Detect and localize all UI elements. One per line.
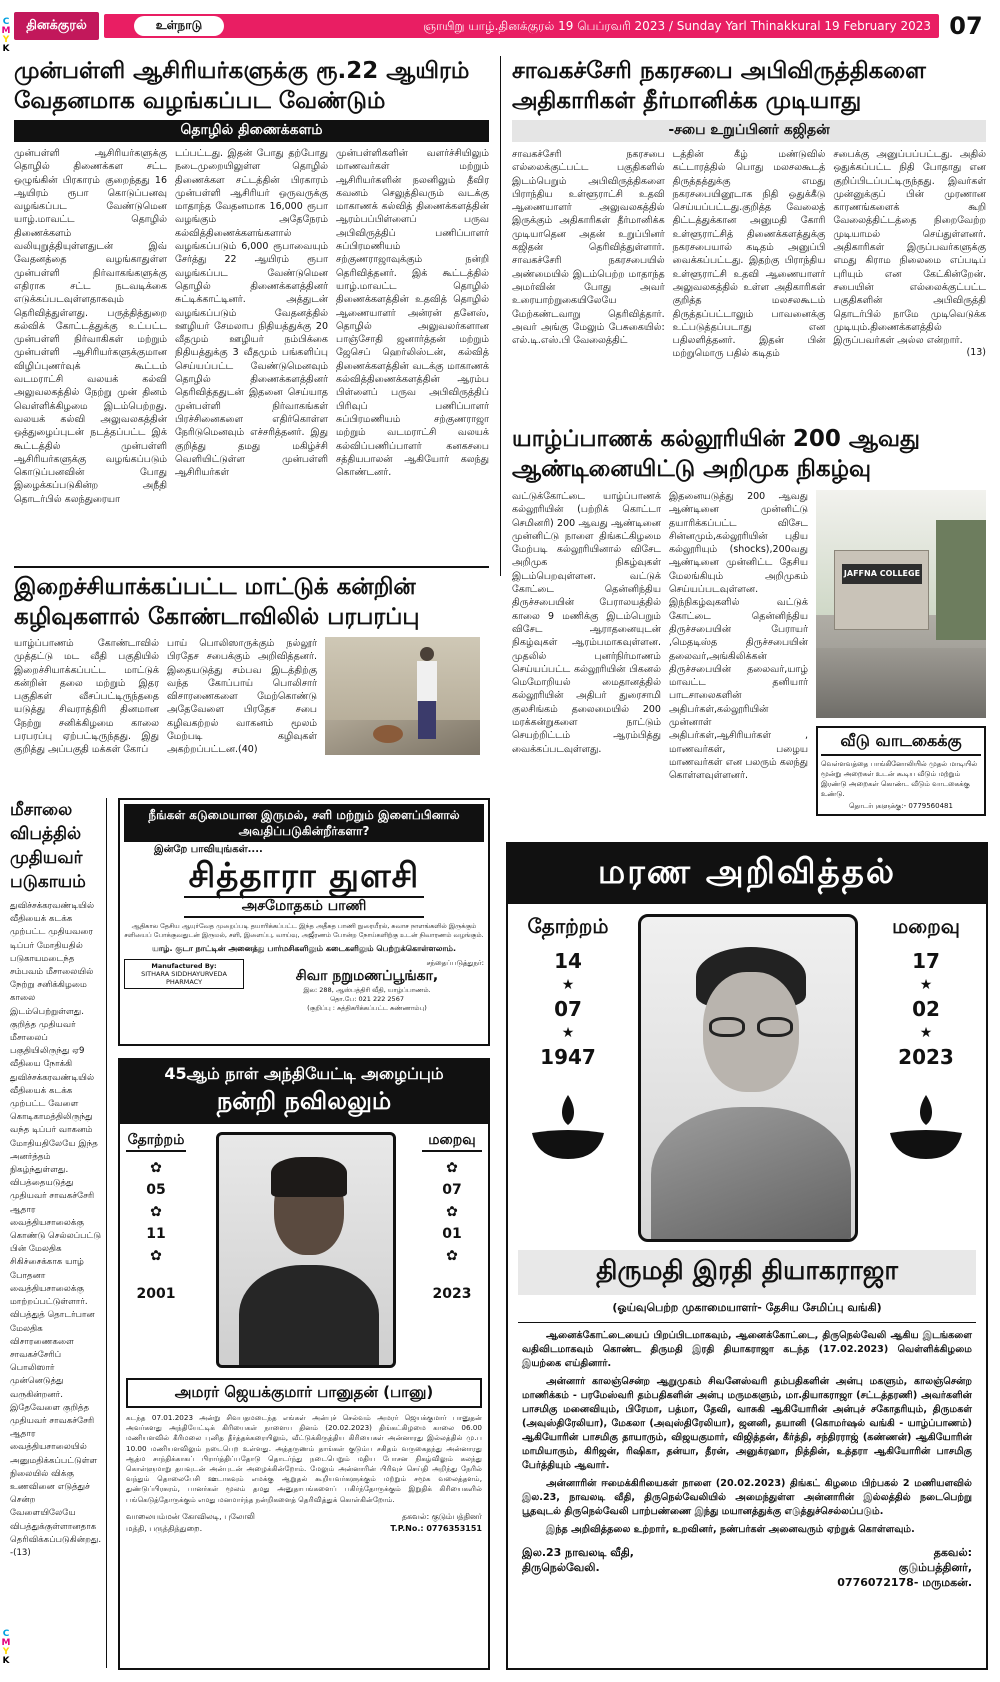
obituary-info-label: தகவல்: <box>933 1546 972 1559</box>
obituary-paragraph: அன்னார் காலஞ்சென்ற ஆறுமுகம் சிவனேஸ்வரி தம்பதிகளின் அன்பு மகளும், காலஞ்சென்ற மாணிக்கம் - பரமேஸ்வரி தம்பதிகளின் அன்பு மருமகளும், மா.தியாகராஜா (சட்டத்தரணி) அவர்களின் பாசமிகு மனைவியும், பிரேமா, பத்மா, தேவி, வாசுகி ஆகியோரின் அன்புச் சகோதரியும், திருமகள் (அவுஸ்திரேலியா), மேகலா (அவுஸ்திரேலியா), ஜனனி, தயானி (கொமர்ஷல் வங்கி - யாழ்ப்பாணம்) ஆகியோரின் பாசமிகு தாயாரும், விஜயகுமார், விஜித்தன், கீர்த்தி, சந்திரராஜ் (கண்ணன்) ஆகியோரின் மாமியாரும், கிரிஜன், ரிஷிகா, தன்யா, தீரன், அனுக்ரஹா, நித்தின், உத்தரா ஆகியோரின் பாசமிகு பேர்த்தியும் ஆவார். <box>522 1376 972 1471</box>
memorial-name: அமரர் ஜெயக்குமார் பானுதன் (பானு) <box>126 1378 482 1408</box>
article-chavakachcheri-council <box>512 56 986 416</box>
obituary-notice <box>506 842 988 1670</box>
memorial-ad <box>118 1058 490 1670</box>
article-column: டத்தின் கீழ் மண்டுவில் கட்டாரத்தில் பொது மலசலகூடத் திருத்தத்துக்கு எமது நகரசபையினூடாக நிதி ஒதுக்கீடு செய்யப்பட்டது.குறித்த வேலைத் திட்டத்துக்கான அனுமதி கோரி உள்ளூராட்சித் திணைக்களத்துக்கு நகரசபையால் கடிதம் அனுப்பி வைக்கப்பட்டது. இதற்கு பிராந்திய உள்ளூராட்சி உதவி ஆணையாளர் அலுவலகத்தில் உள்ள அதிகாரிகள் குறித்த மலசலகூடம் திருத்தப்பட்டாலும் பாவனைக்கு உட்படுத்தப்படாது என பதிலளித்தனர். இதன் பின் மற்றுமொரு பதில் கடிதம் <box>672 149 826 360</box>
section-divider <box>14 566 489 568</box>
rent-ad-title: வீடு வாடகைக்கு <box>821 731 981 756</box>
obituary-died-month: 02 <box>912 997 940 1021</box>
rent-ad-contact: தொடர்புகளுக்கு:- 0779560481 <box>849 802 953 810</box>
memorial-top: 45ஆம் நாள் அந்தியேட்டி அழைப்பும் <box>164 1064 444 1083</box>
medicine-tagline: அசமோதகம் பாணி <box>184 896 424 918</box>
article-source: தொழில் திணைக்களம் <box>14 120 489 142</box>
obituary-role: (ஓய்வுபெற்ற முகாமையாளர்- தேசிய சேமிப்பு வங்கி) <box>518 1301 976 1323</box>
distributor-label: சந்தைப்படுத்துநர்: <box>426 959 484 967</box>
medicine-ad-sub: இன்றே பாவியுங்கள்.... <box>154 844 263 855</box>
distributor-address: இல: 288, ஆஸ்பத்திரி வீதி, யாழ்ப்பாணம். <box>303 986 431 994</box>
article-headline: முன்பள்ளி ஆசிரியர்களுக்கு ரூ.22 ஆயிரம் வேதனமாக வழங்கப்பட வேண்டும் <box>14 58 470 114</box>
article-column: இதனையடுத்து 200 ஆவது ஆண்டினை முன்னிட்டு தயாரிக்கப்பட்ட விசேட சின்னமும்,கல்லூரியின் புதிய கல்லூரியும் (shocks),200வது ஆண்டினை முன்னிட்ட தேசிய மேலங்கியும் அறிமுகம் செய்யப்படவுள்ளன. இந்நிகழ்வுகளில் வட்டுக் கோட்டை தென்னிந்திய திருச்சபையின் பேராயர் ,மெதடிஸ்த திருச்சபையின் தலைவர்,அங்கிலிக்கன் திருச்சபையின் தலைவர்,யாழ் மாவட்ட தனியார் பாடசாலைகளின் அதிபர்கள்,கல்லூரியின் முன்னாள் அதிபர்கள்,ஆசிரியர்கள் , மாணவர்கள், பழைய மாணவர்கள் என பலரும் கலந்து கொள்ளவுள்ளனர். <box>668 491 808 782</box>
article-column: முன்பள்ளி ஆசிரியர்களுக்கு தொழில் திணைக்கள சட்ட ஒழுங்கின் பிரகாரம் குறைந்தது 16 ஆயிரம் ரூபா கொடுப்பனவு வழங்கப்பட வேண்டுமென யாழ்.மாவட்ட தொழில் திணைக்களம் வலியுறுத்தியுள்ளதுடன் இவ் வேதனத்தை வழங்காதுள்ள முன்பள்ளி நிர்வாகங்களுக்கு எதிராக சட்ட நடவடிக்கை எடுக்கப்படவுள்ளதாகவும் தெரிவித்துள்ளது. பருத்தித்துறை கல்விக் கோட்டத்துக்கு உட்பட்ட முன்பள்ளி நிர்வாகிகள் மற்றும் முன்பள்ளி ஆசிரியர்களுக்குமான விழிப்புணர்வுக் கூட்டம் வடமராட்சி வலயக் கல்வி அலுவலகத்தில் நேற்று முன் தினம் வெள்ளிக்கிழமை இடம்பெற்றது. வலயக் கல்வி அலுவலகத்தின் ஒத்துழைப்புடன் நடத்தப்பட்ட இக் கூட்டத்தில் முன்பள்ளி ஆசிரியர்களுக்கு வழங்கப்படும் கொடுப்பனவின் போது இழைக்கப்படுகின்ற அநீதி தொடர்பில் கலந்துரையா <box>14 148 167 505</box>
cmyk-mark-bottom: C M Y K <box>1 1629 11 1666</box>
obituary-born-day: 14 <box>554 949 582 973</box>
article-byline: -சபை உறுப்பினர் கஜிதன் <box>512 120 986 142</box>
memorial-footer-left: வாலையம்மன் கோவிலடி, புலோலி மத்தி, பருத்தித்துறை. <box>126 1511 255 1533</box>
memorial-body: கடந்த 07.01.2023 அன்று சிவபதமடைந்த எங்கள் அன்புச் செல்வம் அமரர் ஜெயக்குமார் பானுதன் அவர்களது அந்தியேட்டிக் கிரியைகள் நாளைய தினம் (20.02.2023) திங்கட்கிழமை காலை 06.00 மணியளவில் கீரிமலை புனித தீர்த்தக்கரையிலும், வீட்டுக்கிருத்திய கிரியைகள் அன்னாரது இல்லத்தில் மு.ப 10.00 மணியளவிலும் நடைபெற உள்ளது. அத்தருணம் தாங்கள் குடும்ப சகிதம் வருகைதந்து அன்னாரது ஆத்ம சாந்திக்காகப் பிரார்த்திப்பதோடு தொடர்ந்து நடைபெறும் மதிய போசன நிகழ்விலும் கலந்து கொள்ளுமாறு தயவுடன் அன்புடன் அழைக்கின்றோம். மேலும் அன்னாரின் பிரிவுச் செய்தி அறிந்து நேரில் வந்தும் தொலைபேசி ஊடாகவும் எமக்கு ஆறுதல் கூறியவர்களுக்கும் மற்றும் சமூக வலைத்தளம், துண்டுப்பிரசுரம், பானர்கள் மூலம் தமது அனுதாபங்களைப் பகிர்ந்தோருக்கும் இறுதிக் கிரியைகளில் பங்கெடுத்தோருக்கும் எமது மனமார்ந்த நன்றிகளைத் தெரிவித்துக் கொள்கின்றோம். <box>126 1413 482 1504</box>
memorial-died-day: 07 <box>442 1182 462 1198</box>
article-jaffna-college <box>512 424 986 834</box>
column-divider <box>500 56 501 576</box>
medicine-note: (குறிப்பு : சுத்திகரிக்கப்பட்ட சுண்ணாம்பு) <box>307 1004 427 1012</box>
obituary-paragraph: ஆனைக்கோட்டையைப் பிறப்பிடமாகவும், ஆனைக்கோட்டை, திருநெல்வேலி ஆகிய இடங்களை வதிவிடமாகவும் கொண்ட திருமதி இரதி தியாகராஜா கடந்த (17.02.2023) வெள்ளிக்கிழமை இயற்கை எய்தினார். <box>522 1330 972 1369</box>
manufacturer-name: SITHARA SIDDHAYURVEDA PHARMACY <box>141 970 227 986</box>
obituary-died-label: மறைவு <box>892 914 960 938</box>
medicine-desc: ஆதிகால தேசிய ஆயுர்வேத முறைப்படி தயாரிக்கப்பட்ட இந்த அதீசுத பாணி நுரையீரல், சுவாச நாளங்களில் இருக்கும் சளியைப் போக்குவதுடன் இருமல், சளி, இளைப்பு, வாய்வு, அஜீரணம் போன்ற நோய்களிற்கு உடன் நிவாரணம் வழங்கும். <box>124 922 484 939</box>
medicine-desc2: யாழ். குடா நாட்டின் அனைத்து பார்மசிகளிலும் கடைகளிலும் பெற்றுக்கொள்ளலாம். <box>151 944 457 953</box>
calf-waste-photo <box>325 637 480 755</box>
memorial-title: நன்றி நவிலலும் <box>216 1087 392 1115</box>
medicine-brand: சித்தாரா துளசி <box>188 856 420 896</box>
article-headline: யாழ்ப்பாணக் கல்லூரியின் 200 ஆவது ஆண்டினையிட்டு அறிமுக நிகழ்வு <box>512 426 920 482</box>
obituary-paragraph: இந்த அறிவித்தலை உற்றார், உறவினர், நண்பர்கள் அனைவரும் ஏற்றுக் கொள்ளவும். <box>546 1524 915 1535</box>
obituary-address-line1: இல.23 நாவலடி வீதி, <box>522 1546 634 1559</box>
dateline: ஞாயிறு யாழ்.தினக்குரல் 19 பெப்ரவரி 2023 / Sunday Yarl Thinakkural 19 February 2023 <box>423 19 931 33</box>
page-number: 07 <box>949 12 983 40</box>
memorial-born-year: 2001 <box>136 1286 176 1302</box>
rent-ad-body: வெள்ளவத்தை பாங்கினோலியில் முதல் மாடியில் மூன்று அறைகள் உடன் கூடிய வீடும் மற்றும் இரண்டு அறைகள் கொண்ட வீடும் வாடகைக்கு உண்டு. <box>821 760 978 798</box>
obituary-born-year: 1947 <box>540 1045 596 1069</box>
cmyk-mark-top: C M Y K <box>1 17 11 54</box>
memorial-born-label: தோற்றம் <box>126 1132 186 1152</box>
memorial-born-month: 11 <box>146 1226 166 1242</box>
memorial-portrait <box>216 1132 396 1368</box>
college-sign: JAFFNA COLLEGE <box>842 564 922 584</box>
article-headline: சாவகச்சேரி நகரசபை அபிவிருத்திகளை அதிகாரிகள் தீர்மானிக்க முடியாது <box>512 58 926 114</box>
obituary-name: திருமதி இரதி தியாகராஜா <box>518 1250 976 1295</box>
obituary-address-line2: திருநெல்வேலி. <box>522 1561 600 1574</box>
article-preschool-teachers <box>14 56 489 576</box>
memorial-died-label: மறைவு <box>422 1132 482 1152</box>
article-column: முன்பள்ளிகளின் வளர்ச்சியிலும் மாணவர்கள் மற்றும் ஆசிரியர்களின் நலனிலும் தீவிர கவனம் செலுத்திவரும் வடக்கு மாகாணக் கல்வித் திணைக்களத்தின் ஆரம்பப்பிள்ளைப் பருவ அபிவிருத்திப் பணிப்பாளர் சுப்பிரமணியம் சற்குணராஜாவுக்கும் நன்றி தெரிவித்தனர். இக் கூட்டத்தில் யாழ்.மாவட்ட தொழில் திணைக்களத்தின் உதவித் தொழில் ஆணையாளர் அன்ரன் தனேஸ், தொழில் அலுவலர்களான பாஞ்சோதி ஜனார்த்தன் மற்றும் ஜேசெப் ஹெர்லிஸ்டன், கல்வித் திணைக்களத்தின் வடக்கு மாகாணக் கல்வித்திணைக்களத்தின் ஆரம்ப பிள்ளைப் பருவ அபிவிருத்திப் பிரிவுப் பணிப்பாளர் சுப்பிரமணியம் சற்குணராஜா மற்றும் வடமராட்சி வலயக் கல்விப்பணிப்பாளர் கனகசபை சத்தியபாலன் ஆகியோர் கலந்து கொண்டனர். <box>336 148 489 479</box>
section-label: உள்நாடு <box>134 16 224 36</box>
article-column: சபைக்கு அனுப்பப்பட்டது. அதில் ஒதுக்கப்பட்ட நிதி போதாது என குறிப்பிடப்பட்டிருந்தது. இவர்கள் முன்னுக்குப் பின் முரணான காரணங்களைக் கூறி வேலைத்திட்டத்தை நிறைவேற்ற முடியாமல் செய்துள்ளனர். அதிகாரிகள் இருப்பவர்களுக்கு எமது கிராம நிலைமை எப்படிப் புரியும் என கேட்கின்றேன். சபையின் எல்லைக்குட்பட்ட பகுதிகளின் அபிவிருத்தி தொடர்பில் நாமே முடிவெடுக்க முடியும்.திணைக்களத்தில் இருப்பவர்கள் அல்ல என்றார். <box>833 149 986 347</box>
flower-icon: ✿ <box>446 1248 458 1264</box>
obituary-born-month: 07 <box>554 997 582 1021</box>
lamp-icon <box>886 1093 966 1163</box>
header-bar <box>104 14 939 38</box>
article-column: டப்பட்டது. இதன் போது தற்போது நடைமுறையிலுள்ள தொழில் திணைக்கள சட்டத்தின் பிரகாரம் முன்பள்ளி ஆசிரியர் ஒருவருக்கு மாதாந்த வேதனமாக 16,000 ரூபா வழங்கும் அதேநேரம் கல்வித்திணைக்களங்களால் வழங்கப்படும் 6,000 ரூபாவையும் சேர்த்து 22 ஆயிரம் ரூபா வழங்கப்பட வேண்டுமென தொழில் திணைக்களத்தினர் சுட்டிக்காட்டினர். அத்துடன் வழங்கப்படும் வேதனத்தில் ஊழியர் சேமலாப நிதியத்துக்கு 20 வீதமும் ஊழியர் நம்பிக்கை நிதியத்துக்கு 3 வீதமும் பங்களிப்பு செய்யப்பட்ட வேண்டுமெனவும் தொழில் திணைக்களத்தினர் தெரிவித்ததுடன் இதனை செய்யாத முன்பள்ளி நிர்வாகங்கள் பிரச்சினைகளை எதிர்கொள்ள நேரிடுமெனவும் எச்சரித்தனர். இது குறித்து தமது மகிழ்ச்சி வெளியிட்டுள்ள முன்பள்ளி ஆசிரியர்கள் <box>175 148 328 479</box>
article-column: சாவகச்சேரி நகரசபை எல்லைக்குட்பட்ட பகுதிகளில் இடம்பெறும் அபிவிருத்திகளை பிராந்திய உள்ளூராட்சி உதவி ஆணையாளர் அலுவலகத்தில் இருக்கும் அதிகாரிகள் தீர்மானிக்க முடியாதென அதன் உறுப்பினர் கஜிதன் தெரிவித்துள்ளார். சாவகச்சேரி நகரசபையில் அண்மையில் இடம்பெற்ற மாதாந்த அமர்வின் போது அவர் உரையாற்றுகையிலேயே மேற்கண்டவாறு தெரிவித்தார். அவர் அங்கு மேலும் பேசுகையில்: எல்.டி.எஸ்.பி வேலைத்திட் <box>512 149 665 347</box>
obituary-died-year: 2023 <box>898 1045 954 1069</box>
obituary-info: குடும்பத்தினர், <box>898 1561 972 1574</box>
memorial-died-year: 2023 <box>432 1286 472 1302</box>
memorial-footer-right: தகவல்: குடும்பத்தினர் <box>401 1511 482 1521</box>
medicine-ad-headline: நீங்கள் கடுமையான இருமல், சளி மற்றும் இளைப்பினால் அவதிப்படுகின்றீர்களா? <box>124 804 484 842</box>
rent-ad <box>816 726 986 816</box>
obituary-died-day: 17 <box>912 949 940 973</box>
distributor-phone: தொ.பே: 021 222 2567 <box>330 995 404 1003</box>
distributor-name: சிவா நறுமணப்பூங்கா, <box>295 968 439 984</box>
star-icon: ★ <box>919 1025 933 1041</box>
article-column: பாய் பொலிஸாருக்கும் நல்லூர் பிரதேச சபைக்கும் அறிவித்தனர். இதையடுத்து சம்பவ இடத்திற்கு வந்த கோப்பாய் பொலிசார் விசாரணைகளை மேற்கொண்டு அதேவேளை பிரதேச சபை கழிவகற்றல் வாகனம் மூலம் மேற்படி கழிவுகள் அகற்றப்பட்டன.(40) <box>167 638 317 756</box>
memorial-born-day: 05 <box>146 1182 166 1198</box>
obituary-portrait <box>638 914 858 1242</box>
memorial-phone: T.P.No.: 0776353151 <box>390 1523 482 1533</box>
college-photo <box>816 490 986 718</box>
memorial-died-month: 01 <box>442 1226 462 1242</box>
article-meesalai-accident <box>10 798 102 1668</box>
flower-icon: ✿ <box>446 1204 458 1220</box>
medicine-ad <box>118 798 490 1046</box>
article-headline: இறைச்சியாக்கப்பட்ட மாட்டுக் கன்றின் கழிவுகளால் கோண்டாவிலில் பரபரப்பு <box>14 574 420 630</box>
page-header <box>14 12 986 40</box>
star-icon: ★ <box>561 977 575 993</box>
flower-icon: ✿ <box>446 1160 458 1176</box>
manufacturer-box <box>124 959 244 989</box>
article-kondavil <box>14 572 489 772</box>
article-body: துவிச்சக்கரவண்டியில் வீதியைக் கடக்க முற்பட்ட முதியவரை டிப்பர் மோதியதில் படுகாயமடைந்த சம்பவம் மீசாலையில் நேற்று சனிக்கிழமை காலை இடம்பெற்றுள்ளது. குறித்த முதியவர் மீசாலைப் பகுதியிலிருந்து ஏ9 வீதியை நோக்கி துவிச்சக்கரவண்டியில் வீதியைக் கடக்க முற்பட்ட வேளை கொடிகாமத்திலிருந்து வந்த டிப்பர் வாகனம் மோதியதிலேயே இந்த அனர்த்தம் நிகழ்ந்துள்ளது. விபத்தையடுத்து முதியவர் சாவகச்சேரி ஆதார வைத்தியசாலைக்கு கொண்டு செல்லப்பட்டு பின் மேலதிக சிகிச்சைக்காக யாழ் போதனா வைத்தியசாலைக்கு மாற்றப்பட்டுள்ளார். விபத்துத் தொடர்பான மேலதிக விசாரணைகளை சாவகச்சேரிப் பொலிஸார் முன்னெடுத்து வருகின்றனர். இதேவேளை குறித்த முதியவர் சாவகச்சேரி ஆதார வைத்தியசாலையில் அனுமதிக்கப்பட்டுள்ள நிலையில் விக்கு உணவினை எடுத்துச் சென்ற வேளையிலேயே விபத்துக்குள்ளானதாக தெரிவிக்கப்படுகின்றது.-(13) <box>10 901 102 1558</box>
column-divider <box>106 798 107 1668</box>
article-column: யாழ்ப்பாணம் கோண்டாவில் முத்தட்டு மட வீதி பகுதியில் இறைச்சியாக்கப்பட்ட மாட்டுக் கன்றின் தலை மற்றும் இதர பகுதிகள் வீசப்பட்டிருந்ததை யடுத்து சிவராத்திரி தினமான நேற்று சனிக்கிழமை காலை பரபரப்பு ஏற்பட்டிருந்தது. இது குறித்து அப்பகுதி மக்கள் கோப் <box>14 638 159 756</box>
flower-icon: ✿ <box>150 1248 162 1264</box>
flower-icon: ✿ <box>150 1160 162 1176</box>
obituary-born-label: தோற்றம் <box>527 914 609 938</box>
article-headline: மீசாலை விபத்தில் முதியவர் படுகாயம் <box>10 800 86 892</box>
article-tag: (13) <box>966 347 986 359</box>
flower-icon: ✿ <box>150 1204 162 1220</box>
obituary-phone: 0776072178- மருமகன். <box>837 1576 972 1589</box>
lamp-icon <box>528 1093 608 1163</box>
newspaper-logo: தினக்குரல் <box>14 12 99 40</box>
manufacturer-label: Manufactured By: <box>151 962 217 970</box>
star-icon: ★ <box>561 1025 575 1041</box>
article-column: வட்டுக்கோட்டை யாழ்ப்பாணக் கல்லூரியின் (பற்றிக் கொட்டா செமினரி) 200 ஆவது ஆண்டினை முன்னிட்டு நாளை திங்கட்கிழமை மேற்படி கல்லூரியினால் விசேட அறிமுக நிகழ்வுகள் இடம்பெறவுள்ளன. வட்டுக் கோட்டை தென்னிந்திய திருச்சபையின் பேராலயத்தில் காலை 9 மணிக்கு இடம்பெறும் விசேட ஆராதனையுடன் நிகழ்வுகள் ஆரம்பமாகவுள்ளன. முதலில் புனர்நிர்மாணம் செய்யப்பட்ட கல்லூரியின் பிகனல் மெமோறியல் மைதானத்தில் கல்லூரியின் அதிபர் துரைசாமி குலசிங்கம் தலைமையில் 200 மரக்கன்றுகளை நாட்டும் செயற்றிட்டம் ஆரம்பித்து வைக்கப்படவுள்ளது. <box>512 491 661 755</box>
obituary-title: மரண அறிவித்தல் <box>508 844 986 904</box>
obituary-paragraph: அன்னாரின் ஈமைக்கிரியைகள் நாளை (20.02.2023) திங்கட் கிழமை பிற்பகல் 2 மணியளவில் இல.23, நாவலடி வீதி, திருநெல்வேலியில் அமைந்துள்ள அன்னாரின் இல்லத்தில் நடைபெற்று பூதவுடல் திருநெல்வேலி பாற்பண்ணை இந்து மயானத்துக்கு எடுத்துச்செல்லப்படும். <box>522 1478 972 1517</box>
star-icon: ★ <box>919 977 933 993</box>
